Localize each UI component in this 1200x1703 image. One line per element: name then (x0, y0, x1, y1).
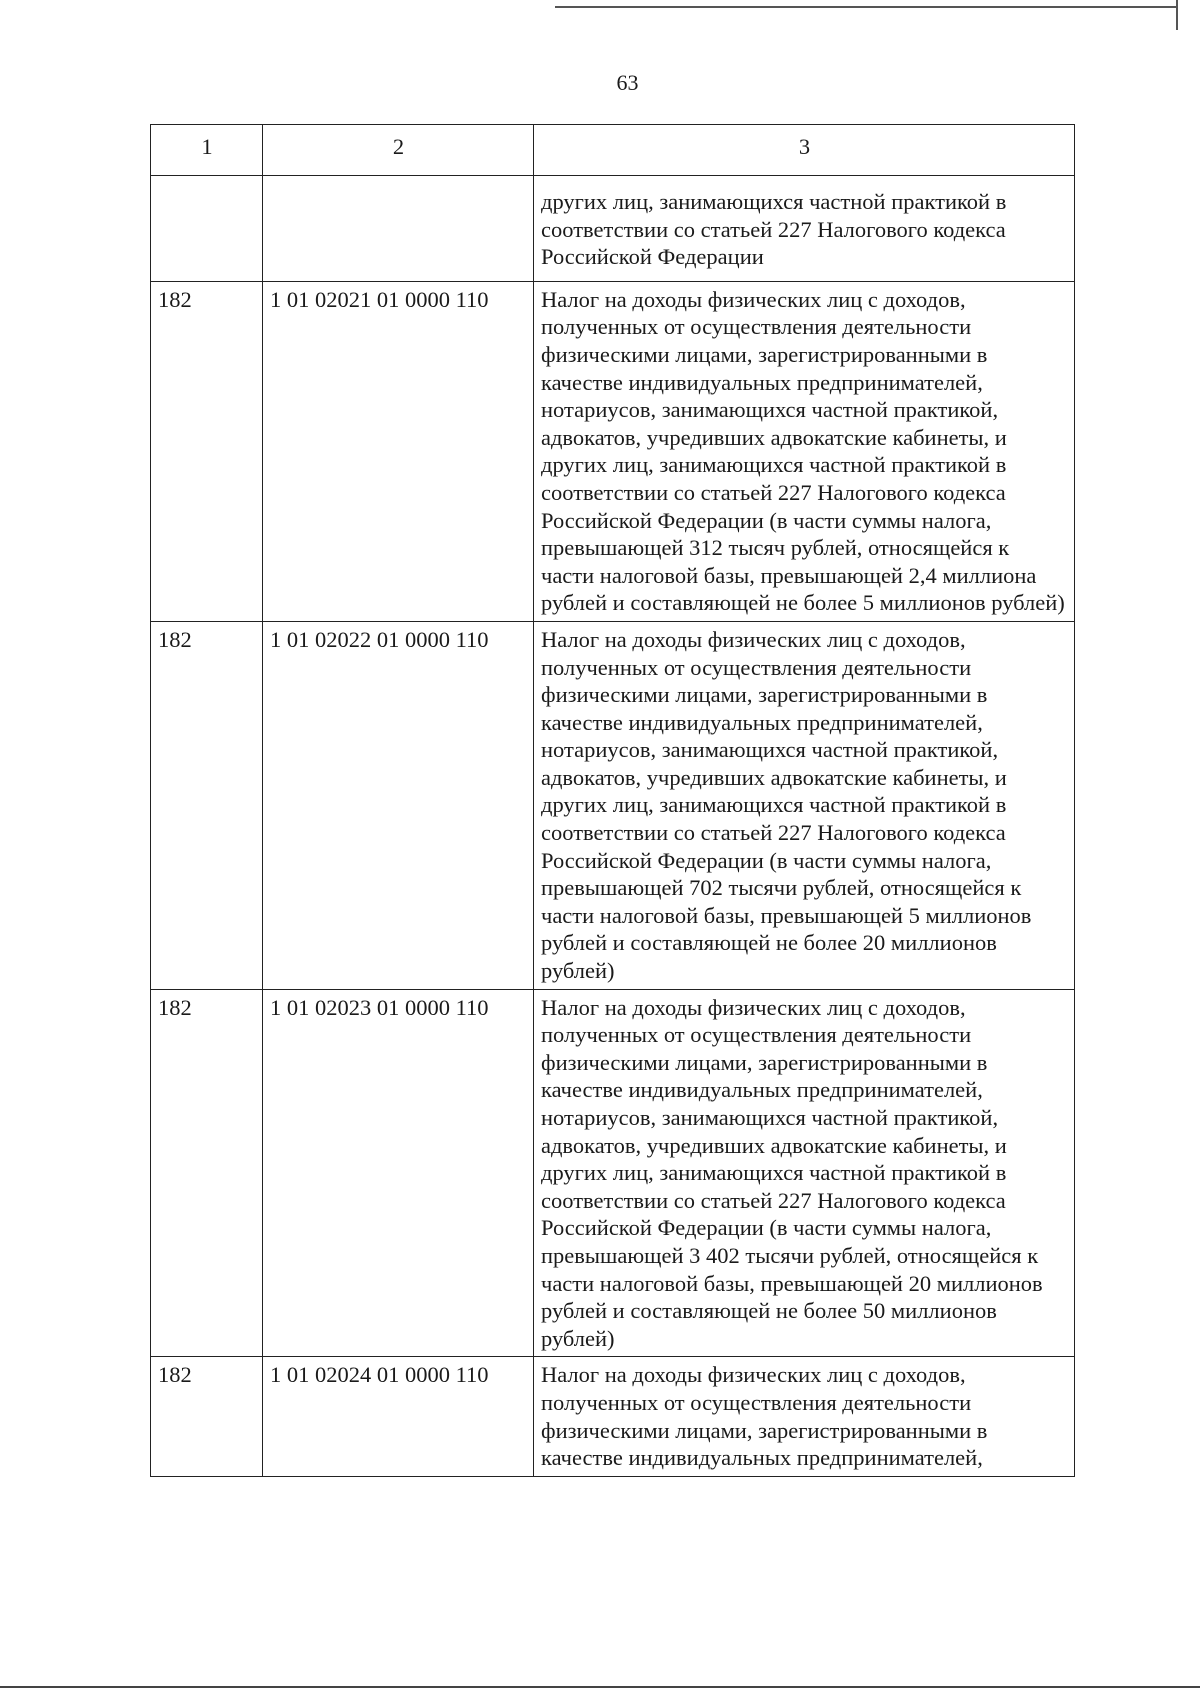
description-cell: Налог на доходы физических лиц с доходов, полученных от осуществления деятельности физическими лицами, зарегистрированными в качестве индивидуальных предпринимателей, нотариусов, занимающихся частной практикой, адвокатов, учредивших адвокатские кабинеты, и других лиц, занимающихся частной практикой в соответствии со статьей 227 Налогового кодекса Российской Федерации (в части суммы налога, превышающей 3 402 тысячи рублей, относящейся к части налоговой базы, превышающей 20 миллионов рублей и составляющей не более 50 миллионов рублей) (534, 989, 1075, 1357)
page-number: 63 (616, 70, 639, 95)
kbk-code-cell (263, 176, 534, 282)
kbk-code-cell: 1 01 02022 01 0000 110 (263, 621, 534, 989)
table-header-row (151, 125, 1075, 176)
table-row (151, 989, 1075, 1357)
admin-code-cell: 182 (151, 989, 263, 1357)
scan-edge-line-bottom (0, 1686, 1200, 1688)
scan-edge-line-top (555, 6, 1178, 8)
description-cell: Налог на доходы физических лиц с доходов, полученных от осуществления деятельности физическими лицами, зарегистрированными в качестве индивидуальных предпринимателей, нотариусов, занимающихся частной практикой, адвокатов, учредивших адвокатские кабинеты, и других лиц, занимающихся частной практикой в соответствии со статьей 227 Налогового кодекса Российской Федерации (в части суммы налога, превышающей 702 тысячи рублей, относящейся к части налоговой базы, превышающей 5 миллионов рублей и составляющей не более 20 миллионов рублей) (534, 621, 1075, 989)
admin-code-cell: 182 (151, 621, 263, 989)
column-header-1: 1 (151, 125, 263, 176)
table-row (151, 1357, 1075, 1476)
description-cell: Налог на доходы физических лиц с доходов, полученных от осуществления деятельности физическими лицами, зарегистрированными в качестве индивидуальных предпринимателей, (534, 1357, 1075, 1476)
description-cell: Налог на доходы физических лиц с доходов, полученных от осуществления деятельности физическими лицами, зарегистрированными в качестве индивидуальных предпринимателей, нотариусов, занимающихся частной практикой, адвокатов, учредивших адвокатские кабинеты, и других лиц, занимающихся частной практикой в соответствии со статьей 227 Налогового кодекса Российской Федерации (в части суммы налога, превышающей 312 тысяч рублей, относящейся к части налоговой базы, превышающей 2,4 миллиона рублей и составляющей не более 5 миллионов рублей) (534, 281, 1075, 621)
admin-code-cell: 182 (151, 1357, 263, 1476)
table-row (151, 281, 1075, 621)
column-header-2: 2 (263, 125, 534, 176)
budget-classification-table (150, 124, 1075, 1477)
admin-code-cell: 182 (151, 281, 263, 621)
column-header-3: 3 (534, 125, 1075, 176)
kbk-code-cell: 1 01 02024 01 0000 110 (263, 1357, 534, 1476)
scan-edge-corner (1176, 0, 1178, 30)
kbk-code-cell: 1 01 02021 01 0000 110 (263, 281, 534, 621)
table-row (151, 621, 1075, 989)
admin-code-cell (151, 176, 263, 282)
kbk-code-cell: 1 01 02023 01 0000 110 (263, 989, 534, 1357)
table-row (151, 176, 1075, 282)
description-cell: других лиц, занимающихся частной практикой в соответствии со статьей 227 Налогового кодекса Российской Федерации (534, 176, 1075, 282)
